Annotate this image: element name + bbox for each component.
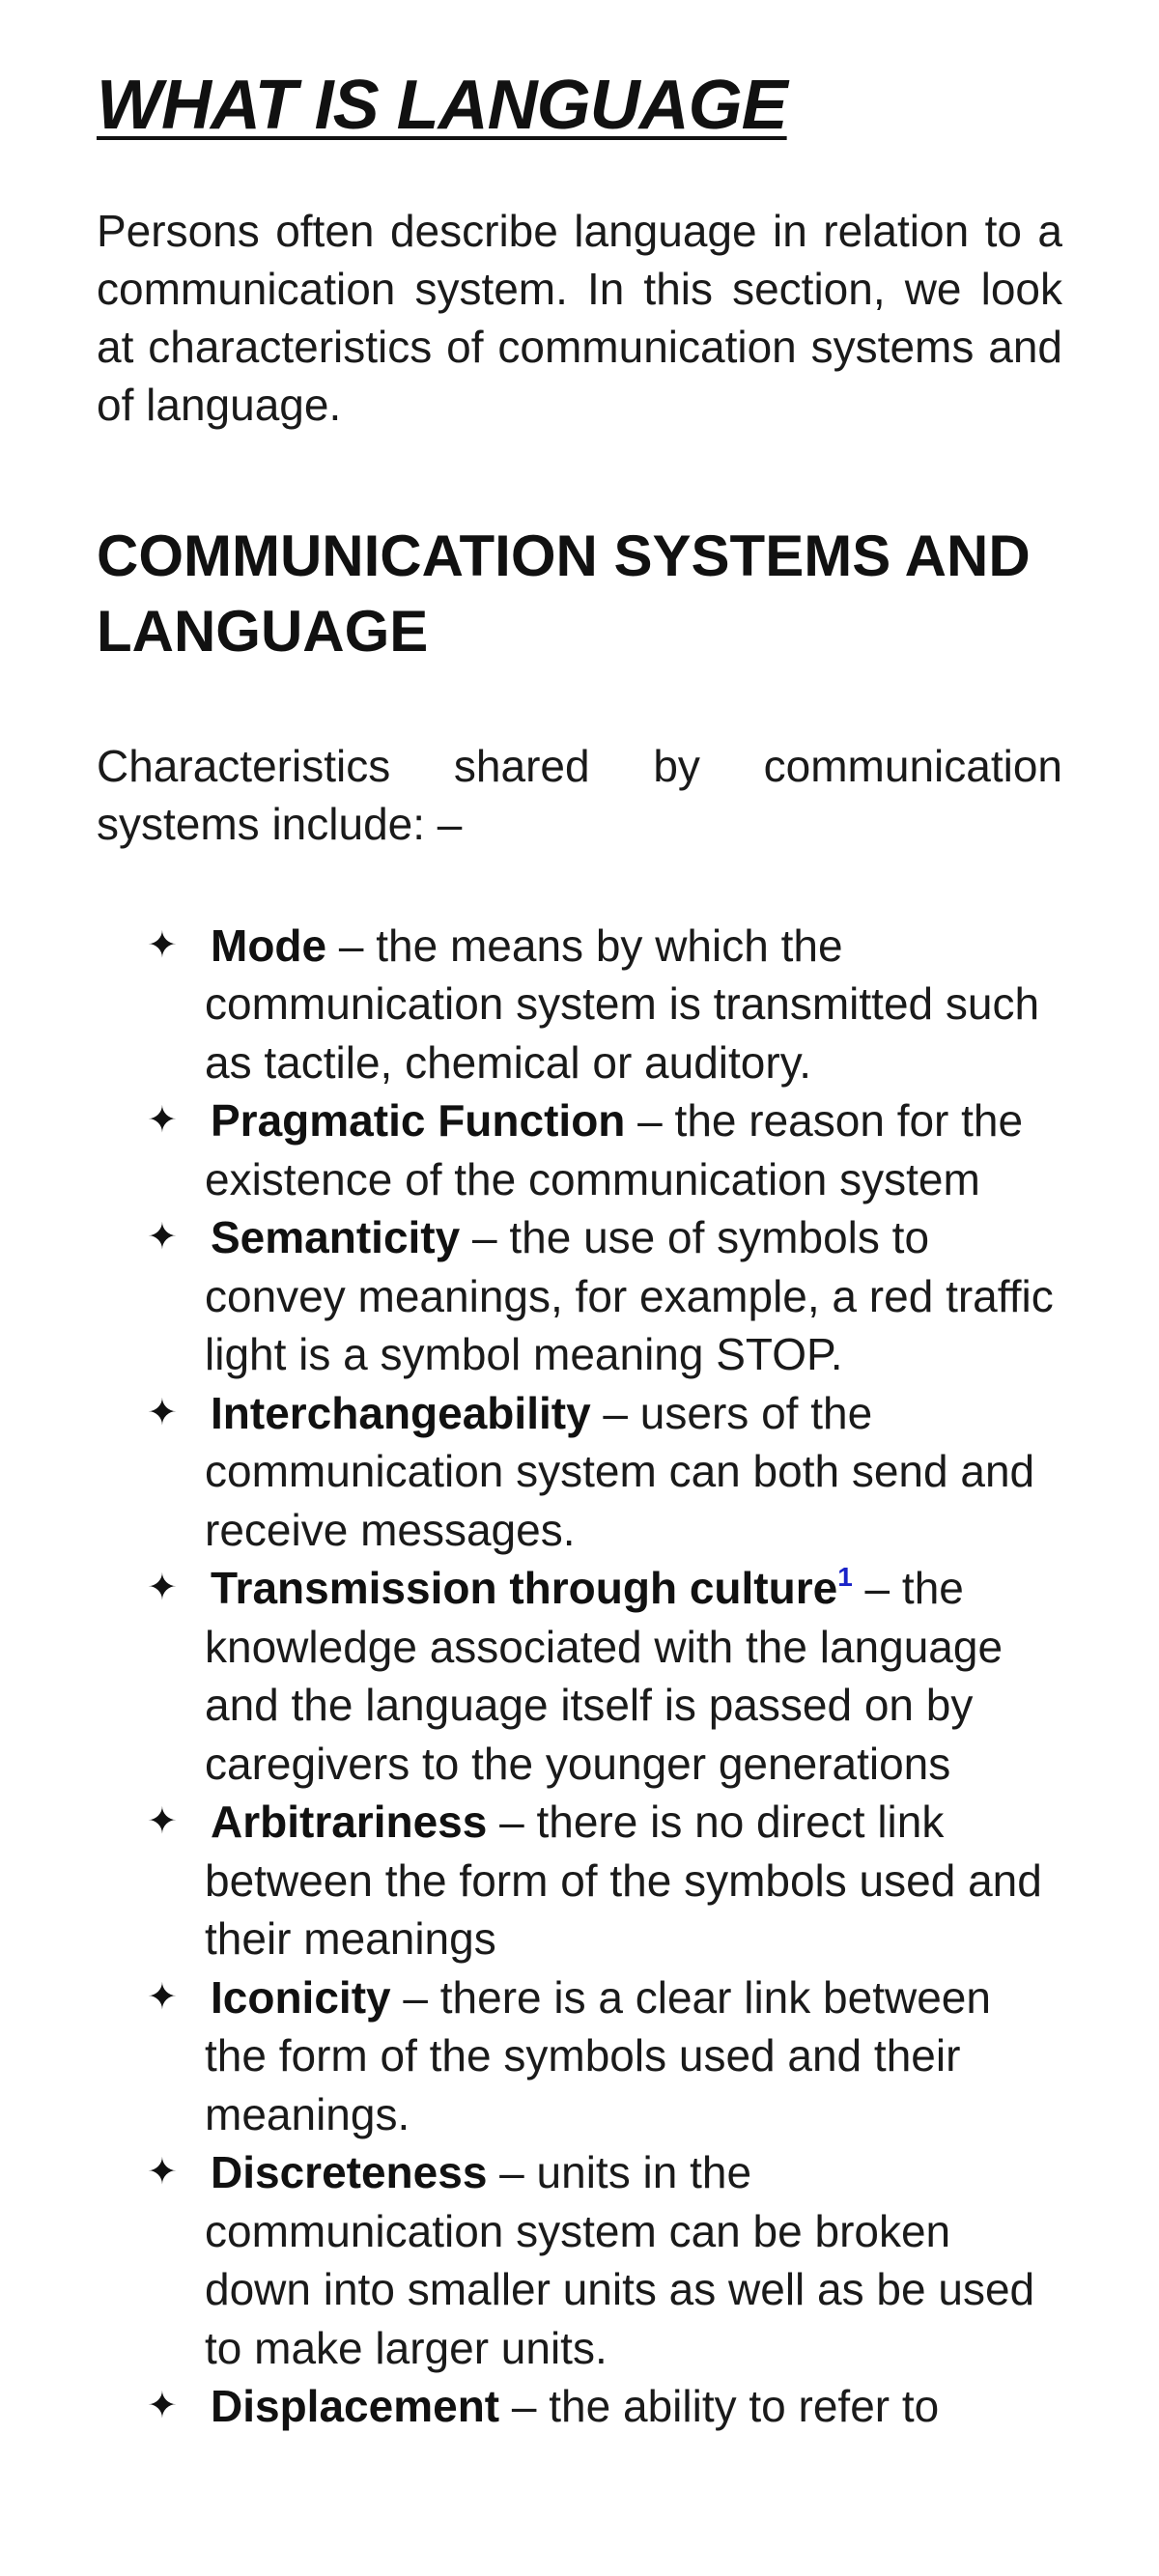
list-item-displacement	[97, 2377, 1062, 2436]
list-item-pragmatic-function	[97, 1091, 1062, 1208]
four-point-star-icon: ✦	[147, 2386, 178, 2427]
list-lead-paragraph: Characteristics shared by communication systems include: –	[97, 740, 1062, 849]
term-label: Semanticity	[211, 1212, 461, 1263]
intro-paragraph: Persons often describe language in relation to a communication system. In this section, we look at characteristics of communication systems and of language.	[97, 205, 1062, 430]
list-item-arbitrariness	[97, 1793, 1062, 1968]
term-label: Interchangeability	[211, 1387, 591, 1438]
term-description: – users of the communication system can both send and receive messages.	[205, 1387, 1035, 1555]
footnote-link[interactable]: 1	[837, 1562, 853, 1593]
term-description: – units in the communication system can be broken down into smaller units as well as be used to make larger units.	[205, 2147, 1035, 2373]
list-item-transmission-through-culture	[97, 1559, 1062, 1793]
term-description: – there is a clear link between the form of the symbols used and their meanings.	[205, 1971, 991, 2139]
term-label: Arbitrariness	[211, 1797, 488, 1848]
term-label: Discreteness	[211, 2147, 488, 2198]
term-description: – the means by which the communication system is transmitted such as tactile, chemical or auditory.	[205, 920, 1040, 1088]
term-label: Mode	[211, 920, 327, 971]
term-description: – there is no direct link between the form of the symbols used and their meanings	[205, 1797, 1042, 1965]
list-item-iconicity	[97, 1968, 1062, 2144]
list-item-mode	[97, 917, 1062, 1092]
term-label: Transmission through culture	[211, 1563, 838, 1614]
document-page	[97, 0, 1062, 2436]
four-point-star-icon: ✦	[147, 924, 178, 966]
term-description: – the ability to refer to	[499, 2381, 940, 2432]
term-label: Displacement	[211, 2381, 500, 2432]
term-description: – the reason for the existence of the communication system	[205, 1095, 1024, 1204]
list-item-discreteness	[97, 2143, 1062, 2377]
characteristics-list	[97, 917, 1062, 2436]
four-point-star-icon: ✦	[147, 1801, 178, 1843]
four-point-star-icon: ✦	[147, 1568, 178, 1609]
four-point-star-icon: ✦	[147, 1100, 178, 1142]
four-point-star-icon: ✦	[147, 1976, 178, 2018]
term-description: – the use of symbols to convey meanings, for example, a red traffic light is a symbol meaning STOP.	[205, 1212, 1054, 1380]
list-item-interchangeability	[97, 1384, 1062, 1560]
four-point-star-icon: ✦	[147, 1392, 178, 1433]
four-point-star-icon: ✦	[147, 1217, 178, 1259]
term-label: Iconicity	[211, 1971, 391, 2023]
list-item-semanticity	[97, 1208, 1062, 1384]
page-title: WHAT IS LANGUAGE	[97, 67, 787, 144]
four-point-star-icon: ✦	[147, 2152, 178, 2194]
term-description: – the knowledge associated with the language and the language itself is passed on by caregivers to the younger generations	[205, 1563, 1004, 1789]
term-label: Pragmatic Function	[211, 1095, 626, 1146]
section-heading: COMMUNICATION SYSTEMS AND LANGUAGE	[97, 523, 1031, 664]
